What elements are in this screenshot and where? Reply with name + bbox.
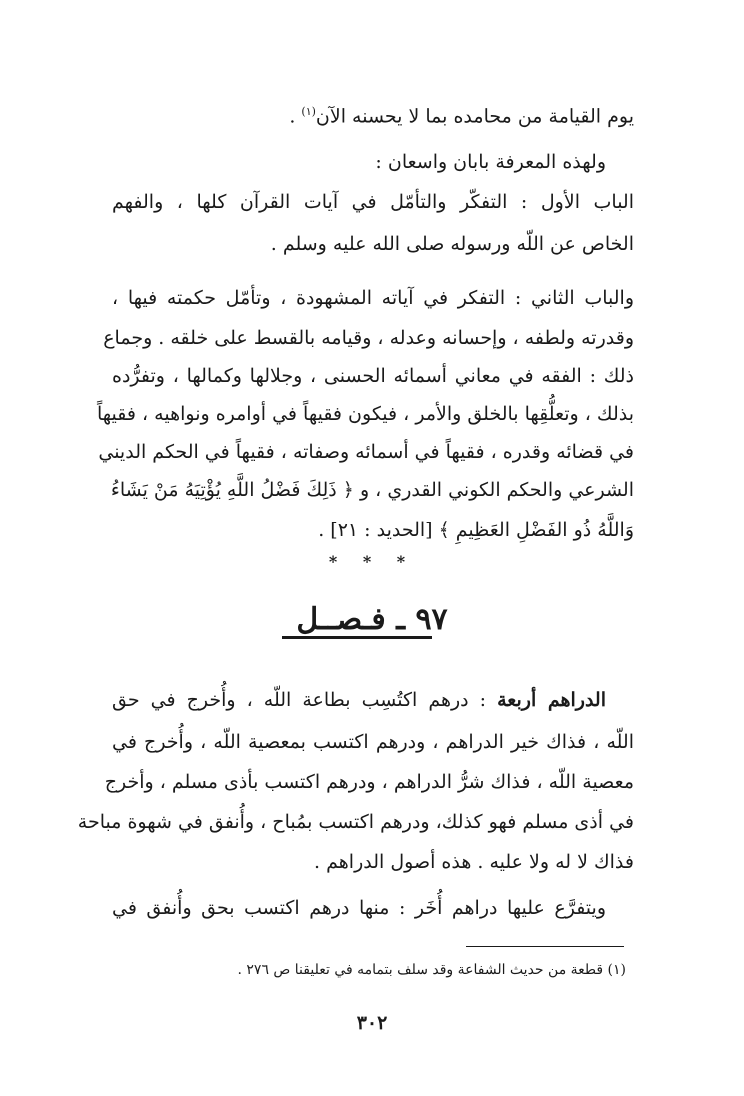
paragraph-1-line-1: [112, 684, 606, 716]
footnote: (١) قطعة من حديث الشفاعة وقد سلف بتمامه في تعليقنا ص ٢٧٦ .: [237, 962, 626, 978]
paragraph-1-line-2: اللّه ، فذاك خير الدراهم ، ودرهم اكتسب بمعصية اللّه ، وأُخرج في: [112, 731, 634, 753]
text-line-2: ولهذه المعرفة بابان واسعان :: [375, 151, 606, 173]
text-line-10: الشرعي والحكم الكوني القدري ، و ﴿ ذَلِكَ فَضْلُ اللَّهِ يُؤْتِيَهُ مَنْ يَشَاءُ: [110, 479, 634, 501]
footnote-ref: (١): [301, 105, 316, 118]
paragraph-1-line-5: فذاك لا له ولا عليه . هذه أصول الدراهم .: [314, 851, 634, 873]
text-line-7: ذلك : الفقه في معاني أسمائه الحسنى ، وجلالها وكمالها ، وتفرُّده: [112, 365, 634, 387]
paragraph-2-line-1: ويتفرَّع عليها دراهم أُخَر : منها درهم اكتسب بحق وأُنفق في: [112, 897, 606, 919]
section-heading: [0, 600, 744, 640]
footnote-divider: [466, 946, 624, 947]
paragraph-1-line-3: معصية اللّه ، فذاك شرُّ الدراهم ، ودرهم اكتسب بأذى مسلم ، وأخرج: [104, 771, 634, 793]
paragraph-lead: الدراهم أربعة: [497, 689, 607, 711]
paragraph-1-line-4: في أذى مسلم فهو كذلك، ودرهم اكتسب بمُباح ، وأُنفق في شهوة مباحة: [77, 811, 634, 833]
page-number: ٣٠٢: [356, 1012, 388, 1034]
heading-underline: [282, 636, 432, 639]
section-heading-text: ٩٧ ـ فـصــل: [296, 602, 448, 637]
text-line-5: والباب الثاني : التفكر في آياته المشهودة ، وتأمّل حكمته فيها ،: [112, 287, 634, 309]
text-line-11: وَاللَّهُ ذُو الفَضْلِ العَظِيمِ ﴾ [الحديد : ٢١] .: [318, 519, 634, 541]
text-line-4: الخاص عن اللّه ورسوله صلى الله عليه وسلم .: [270, 233, 634, 255]
line-1-text: يوم القيامة من محامده بما لا يحسنه الآن: [315, 105, 634, 128]
text-line-8: بذلك ، وتعلُّقِها بالخلق والأمر ، فيكون فقيهاً في أوامره ونواهيه ، فقيهاً: [96, 403, 634, 425]
line-1-end: .: [289, 105, 302, 128]
text-line-3: الباب الأول : التفكّر والتأمّل في آيات القرآن كلها ، والفهم: [112, 191, 634, 213]
text-line-9: في قضائه وقدره ، فقيهاً في أسمائه وصفاته ، فقيهاً في الحكم الديني: [98, 441, 634, 463]
text-line-1: [112, 96, 634, 132]
text-line-6: وقدرته ولطفه ، وإحسانه وعدله ، وقيامه بالقسط على خلقه . وجماع: [103, 327, 634, 349]
section-separator: * * *: [328, 552, 416, 571]
paragraph-1-line-1-text: : درهم اكتُسِب بطاعة اللّه ، وأُخرج في حق: [112, 689, 498, 711]
